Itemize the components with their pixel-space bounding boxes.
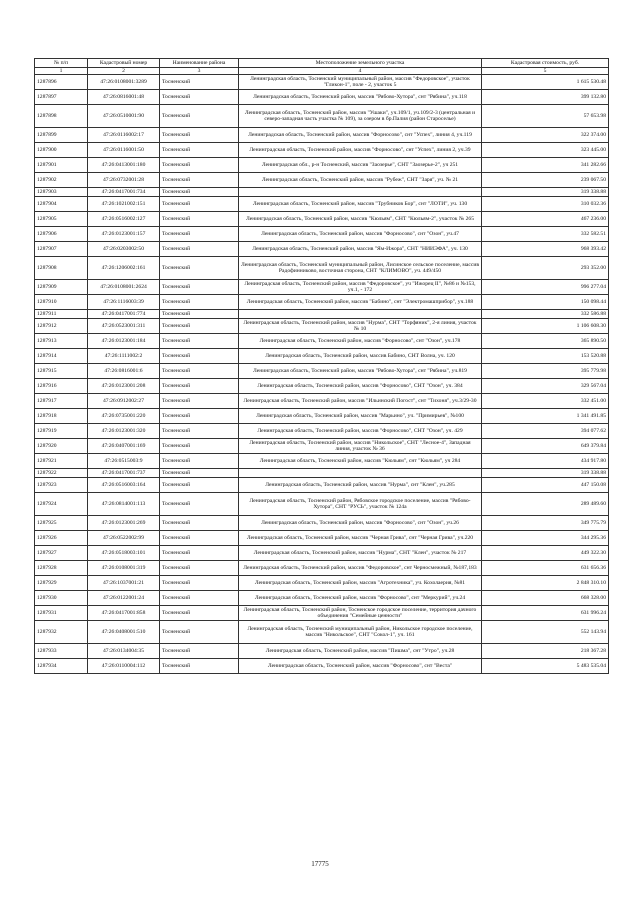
location: Ленинградская область, Тосненский район, массив "Рубеж", СНТ "Заря", уч. № 21 (239, 173, 482, 188)
table-row (35, 561, 609, 576)
cadastral-number: 47:26:0123001:269 (88, 516, 160, 531)
location: Ленинградская обл., р-н Тосненский, массив "Заозерье", СНТ "Заозерье-2", уч 251 (239, 158, 482, 173)
cadastral-number: 47:26:0417001:858 (88, 606, 160, 621)
table-row (35, 212, 609, 227)
cadastral-number: 47:26:1111002:2 (88, 349, 160, 364)
cadastral-number: 47:26:0408001:510 (88, 621, 160, 644)
cadastral-value: 310 032.36 (482, 197, 609, 212)
row-number: 1287913 (35, 334, 88, 349)
row-number: 1287931 (35, 606, 88, 621)
row-number: 1287907 (35, 242, 88, 257)
table-row (35, 257, 609, 280)
cadastral-number: 47:26:1021002:151 (88, 197, 160, 212)
cadastral-value: 5 483 535.04 (482, 659, 609, 674)
column-number: 5 (482, 68, 609, 75)
table-row (35, 659, 609, 674)
cadastral-value: 1 106 608.30 (482, 319, 609, 334)
cadastral-number: 47:26:0108001:2624 (88, 280, 160, 295)
row-number: 1287912 (35, 319, 88, 334)
table-row (35, 242, 609, 257)
table-row (35, 319, 609, 334)
cadastral-number: 47:26:0518003:101 (88, 546, 160, 561)
cadastral-number: 47:26:0203002:50 (88, 242, 160, 257)
row-number: 1287922 (35, 469, 88, 478)
cadastral-number: 47:26:0123001:208 (88, 379, 160, 394)
table-row (35, 197, 609, 212)
location: Ленинградская область, Тосненский район, массив "Рябово-Хутора", снт "Рябина", уч.819 (239, 364, 482, 379)
district-name: Тосненский (160, 105, 239, 128)
header-cadastral-value: Кадастровая стоимость, руб. (482, 59, 609, 68)
district-name: Тосненский (160, 591, 239, 606)
cadastral-value: 319 338.88 (482, 469, 609, 478)
table-row (35, 546, 609, 561)
column-number-row (35, 68, 609, 75)
cadastral-number: 47:26:0417001:734 (88, 188, 160, 197)
cadastral-value: 395 779.98 (482, 364, 609, 379)
cadastral-value: 341 282.66 (482, 158, 609, 173)
location: Ленинградская область, Тосненский район, массив "Ям-Ижора", СНТ "НИИЭФА", уч. 130 (239, 242, 482, 257)
table-row (35, 334, 609, 349)
cadastral-number: 47:26:0123001:320 (88, 424, 160, 439)
table-row (35, 606, 609, 621)
location: Ленинградская область, Тосненский район, массив "Нурма", снт "Клен", уч.285 (239, 478, 482, 493)
cadastral-value: 365 890.50 (482, 334, 609, 349)
location: Ленинградская область, Тосненский район, Рябовское городское поселение, массив "Рябово-Хутора", СНТ "РУСЬ", участок № 124а (239, 493, 482, 516)
cadastral-number: 47:26:0116002:17 (88, 128, 160, 143)
row-number: 1287923 (35, 478, 88, 493)
district-name: Тосненский (160, 143, 239, 158)
header-row (35, 59, 609, 68)
cadastral-number: 47:26:0516002:127 (88, 212, 160, 227)
table-row (35, 409, 609, 424)
table-row (35, 173, 609, 188)
row-number: 1287933 (35, 644, 88, 659)
table-row (35, 349, 609, 364)
row-number: 1287925 (35, 516, 88, 531)
table-row (35, 621, 609, 644)
row-number: 1287911 (35, 310, 88, 319)
column-number: 3 (160, 68, 239, 75)
district-name: Тосненский (160, 493, 239, 516)
location: Ленинградская область, Тосненский район, массив "Форносово", снт "Озон", уч.47 (239, 227, 482, 242)
cadastral-value: 344 295.36 (482, 531, 609, 546)
district-name: Тосненский (160, 128, 239, 143)
location: Ленинградская область, Тосненский район, массив "Федоровское", снт Черносмежный, №187,183 (239, 561, 482, 576)
district-name: Тосненский (160, 197, 239, 212)
cadastral-value: 332 451.00 (482, 394, 609, 409)
location: Ленинградская область, Тосненский район, массив "Черная Грива", снт "Черная Грива", уч.220 (239, 531, 482, 546)
row-number: 1287916 (35, 379, 88, 394)
district-name: Тосненский (160, 394, 239, 409)
cadastral-number: 47:26:1206002:161 (88, 257, 160, 280)
cadastral-number: 47:26:0123001:157 (88, 227, 160, 242)
cadastral-value: 996 277.04 (482, 280, 609, 295)
district-name: Тосненский (160, 531, 239, 546)
cadastral-number: 47:26:0516003:164 (88, 478, 160, 493)
row-number: 1287904 (35, 197, 88, 212)
cadastral-number: 47:26:0814001:113 (88, 493, 160, 516)
column-number: 1 (35, 68, 88, 75)
row-number: 1287902 (35, 173, 88, 188)
cadastral-number: 47:26:0732001:28 (88, 173, 160, 188)
cadastral-number: 47:26:0417001:737 (88, 469, 160, 478)
table-row (35, 424, 609, 439)
row-number: 1287900 (35, 143, 88, 158)
district-name: Тосненский (160, 454, 239, 469)
row-number: 1287932 (35, 621, 88, 644)
location (239, 469, 482, 478)
table-row (35, 516, 609, 531)
header-district: Наименование района (160, 59, 239, 68)
cadastral-value: 218 367.28 (482, 644, 609, 659)
district-name: Тосненский (160, 561, 239, 576)
table-row (35, 591, 609, 606)
row-number: 1287915 (35, 364, 88, 379)
cadastral-number: 47:26:0108001:319 (88, 561, 160, 576)
district-name: Тосненский (160, 546, 239, 561)
cadastral-number: 47:26:0816001:6 (88, 364, 160, 379)
location: Ленинградская область, Тосненский район, массив "Кюльям", СНТ "Кюльям-2", участок № 265 (239, 212, 482, 227)
cadastral-value: 631 996.24 (482, 606, 609, 621)
cadastral-value: 1 615 530.48 (482, 75, 609, 90)
location: Ленинградская область, Тосненский район, массив "Ушаки", уч.109/1, уч.109/2-3 (центральная и северо-западная часть участка № 109), за озером в бр.Палия (район Староселье) (239, 105, 482, 128)
header-location: Местоположение земельного участка (239, 59, 482, 68)
row-number: 1287914 (35, 349, 88, 364)
cadastral-value: 2 848 310.10 (482, 576, 609, 591)
row-number: 1287906 (35, 227, 88, 242)
row-number: 1287921 (35, 454, 88, 469)
table-row (35, 280, 609, 295)
cadastral-number: 47:26:0110004:112 (88, 659, 160, 674)
row-number: 1287927 (35, 546, 88, 561)
cadastral-value: 319 338.88 (482, 188, 609, 197)
table-row (35, 478, 609, 493)
cadastral-value: 293 352.00 (482, 257, 609, 280)
district-name: Тосненский (160, 424, 239, 439)
row-number: 1287919 (35, 424, 88, 439)
district-name: Тосненский (160, 310, 239, 319)
district-name: Тосненский (160, 90, 239, 105)
location: Ленинградская область, Тосненский район, массив "Бабино", снт "Электромашприбор", уч.188 (239, 295, 482, 310)
cadastral-value: 447 150.08 (482, 478, 609, 493)
cadastral-number: 47:26:0108001:3289 (88, 75, 160, 90)
table-row (35, 644, 609, 659)
district-name: Тосненский (160, 516, 239, 531)
cadastral-value: 467 236.00 (482, 212, 609, 227)
district-name: Тосненский (160, 212, 239, 227)
district-name: Тосненский (160, 227, 239, 242)
row-number: 1287903 (35, 188, 88, 197)
district-name: Тосненский (160, 242, 239, 257)
table-row (35, 227, 609, 242)
location: Ленинградская область, Тосненский район, массив "Агротехника", уч. Кохолаерия, №81 (239, 576, 482, 591)
location: Ленинградская область, Тосненский район, массив "Кюльям", снт "Кюльям", уч 284 (239, 454, 482, 469)
cadastral-number: 47:26:0116001:50 (88, 143, 160, 158)
cadastral-value: 399 132.80 (482, 90, 609, 105)
location: Ленинградская область, Тосненский район, массив "Форносово", СНТ "Озон", уч. 429 (239, 424, 482, 439)
district-name: Тосненский (160, 379, 239, 394)
location: Ленинградская область, Тосненский район, массив "Федоровское", уч "Ижорец II", №86 и №153, уч.1, - 172 (239, 280, 482, 295)
cadastral-number: 47:26:0912002:27 (88, 394, 160, 409)
cadastral-value: 349 775.79 (482, 516, 609, 531)
cadastral-number: 47:26:0816001:48 (88, 90, 160, 105)
row-number: 1287920 (35, 439, 88, 454)
table-row (35, 454, 609, 469)
header-cadastral-number: Кадастровый номер (88, 59, 160, 68)
cadastral-number: 47:26:0523001:311 (88, 319, 160, 334)
cadastral-value: 434 917.80 (482, 454, 609, 469)
table-row (35, 90, 609, 105)
cadastral-value: 449 322.30 (482, 546, 609, 561)
cadastral-number: 47:26:0510001:90 (88, 105, 160, 128)
district-name: Тосненский (160, 439, 239, 454)
table-row (35, 75, 609, 90)
row-number: 1287909 (35, 280, 88, 295)
table-row (35, 310, 609, 319)
location: Ленинградская область, Тосненский район, массив Бабино, СНТ Волна, уч. 120 (239, 349, 482, 364)
district-name: Тосненский (160, 469, 239, 478)
cadastral-number: 47:26:0413001:180 (88, 158, 160, 173)
district-name: Тосненский (160, 257, 239, 280)
cadastral-number: 47:26:0515003:9 (88, 454, 160, 469)
cadastral-value: 332 582.51 (482, 227, 609, 242)
row-number: 1287901 (35, 158, 88, 173)
cadastral-number: 47:26:1037001:21 (88, 576, 160, 591)
district-name: Тосненский (160, 295, 239, 310)
district-name: Тосненский (160, 659, 239, 674)
district-name: Тосненский (160, 173, 239, 188)
district-name: Тосненский (160, 334, 239, 349)
cadastral-table-page (34, 58, 608, 674)
district-name: Тосненский (160, 158, 239, 173)
location (239, 188, 482, 197)
cadastral-number: 47:26:0407001:169 (88, 439, 160, 454)
district-name: Тосненский (160, 576, 239, 591)
page-number: 17775 (311, 860, 329, 868)
district-name: Тосненский (160, 364, 239, 379)
district-name: Тосненский (160, 478, 239, 493)
location: Ленинградская область, Тосненский район, Тосненское городское поселение, территория дачного объединения "Семейные ценности" (239, 606, 482, 621)
row-number: 1287898 (35, 105, 88, 128)
location: Ленинградская область, Тосненский район, массив "Форносово", снт "Успех", линия 2, уч.39 (239, 143, 482, 158)
location: Ленинградская область, Тосненский муниципальный район, Лисинское сельское поселение, массив Радофинниково, восточная сторона, СНТ "КЛИМОВО", уч. 449/450 (239, 257, 482, 280)
row-number: 1287899 (35, 128, 88, 143)
header-number: № п/п (35, 59, 88, 68)
table-row (35, 128, 609, 143)
table-row (35, 143, 609, 158)
row-number: 1287905 (35, 212, 88, 227)
row-number: 1287929 (35, 576, 88, 591)
location: Ленинградская область, Тосненский район, массив "Марьино", уч. "Примирьев", №100 (239, 409, 482, 424)
cadastral-number: 47:26:0123001:184 (88, 334, 160, 349)
cadastral-value: 968 393.42 (482, 242, 609, 257)
location: Ленинградская область, Тосненский район, массив "Форносово", снт "Озон", уч.26 (239, 516, 482, 531)
district-name: Тосненский (160, 75, 239, 90)
location: Ленинградская область, Тосненский район, массив "Рябово-Хутора", снт "Рябина", уч.118 (239, 90, 482, 105)
location: Ленинградская область, Тосненский район, массив "Нурма", СНТ "Торфяник", 2-я линия, участок № 10 (239, 319, 482, 334)
cadastral-value: 289 489.60 (482, 493, 609, 516)
district-name: Тосненский (160, 409, 239, 424)
location: Ленинградская область, Тосненский район, массив "Трубников Бор", снт "ЛОТИ", уч. 130 (239, 197, 482, 212)
location: Ленинградская область, Тосненский район, массив "Пишма", снт "Утро", уч.28 (239, 644, 482, 659)
cadastral-value: 649 379.84 (482, 439, 609, 454)
district-name: Тосненский (160, 644, 239, 659)
location: Ленинградская область, Тосненский район, массив "Форносово", снт "Меркурий", уч.24 (239, 591, 482, 606)
location: Ленинградская область, Тосненский муниципальный район, массив "Федоровское", участок "Гликон-1", поле - 2, участок 5 (239, 75, 482, 90)
cadastral-value: 150 098.44 (482, 295, 609, 310)
cadastral-value: 153 520.88 (482, 349, 609, 364)
row-number: 1287896 (35, 75, 88, 90)
location: Ленинградская область, Тосненский район, массив "Форносово", снт "Озон", уч.178 (239, 334, 482, 349)
row-number: 1287924 (35, 493, 88, 516)
cadastral-value: 329 567.04 (482, 379, 609, 394)
table-row (35, 493, 609, 516)
location: Ленинградская область, Тосненский муниципальный район, Никольское городское поселение, массив "Никольское", СНТ "Сокол-1", уч. 161 (239, 621, 482, 644)
location (239, 310, 482, 319)
table-row (35, 105, 609, 128)
location: Ленинградская область, Тосненский район, массив "Форносово", снт "Веста" (239, 659, 482, 674)
table-row (35, 188, 609, 197)
row-number: 1287934 (35, 659, 88, 674)
cadastral-value: 239 067.50 (482, 173, 609, 188)
table-row (35, 469, 609, 478)
row-number: 1287918 (35, 409, 88, 424)
district-name: Тосненский (160, 349, 239, 364)
row-number: 1287928 (35, 561, 88, 576)
cadastral-number: 47:26:0134004:35 (88, 644, 160, 659)
cadastral-value: 1 341 491.85 (482, 409, 609, 424)
row-number: 1287917 (35, 394, 88, 409)
table-row (35, 394, 609, 409)
cadastral-value: 668 328.00 (482, 591, 609, 606)
district-name: Тосненский (160, 280, 239, 295)
table-row (35, 576, 609, 591)
table-row (35, 364, 609, 379)
table-row (35, 379, 609, 394)
location: Ленинградская область, Тосненский район, массив "Ильинский Погост", снт "Тихоня", уч.3/29-30 (239, 394, 482, 409)
cadastral-value-table (34, 58, 609, 674)
column-number: 4 (239, 68, 482, 75)
row-number: 1287910 (35, 295, 88, 310)
row-number: 1287897 (35, 90, 88, 105)
cadastral-value: 332 586.88 (482, 310, 609, 319)
location: Ленинградская область, Тосненский район, массив "Нурма", СНТ "Клен", участок № 217 (239, 546, 482, 561)
cadastral-number: 47:26:1116003:39 (88, 295, 160, 310)
row-number: 1287908 (35, 257, 88, 280)
cadastral-value: 394 077.62 (482, 424, 609, 439)
location: Ленинградская область, Тосненский район, массив "Никольское", СНТ "Лесное-4", Западная линия, участок № 36 (239, 439, 482, 454)
location: Ленинградская область, Тосненский район, массив "Форносово", снт "Успех", линия 4, уч.119 (239, 128, 482, 143)
row-number: 1287926 (35, 531, 88, 546)
district-name: Тосненский (160, 319, 239, 334)
cadastral-value: 631 656.36 (482, 561, 609, 576)
cadastral-number: 47:26:0735001:220 (88, 409, 160, 424)
district-name: Тосненский (160, 621, 239, 644)
cadastral-number: 47:26:0522002:99 (88, 531, 160, 546)
cadastral-number: 47:26:0122001:24 (88, 591, 160, 606)
column-number: 2 (88, 68, 160, 75)
table-row (35, 158, 609, 173)
row-number: 1287930 (35, 591, 88, 606)
cadastral-value: 57 653.98 (482, 105, 609, 128)
district-name: Тосненский (160, 188, 239, 197)
table-row (35, 531, 609, 546)
cadastral-number: 47:26:0417001:774 (88, 310, 160, 319)
table-row (35, 439, 609, 454)
cadastral-value: 322 374.00 (482, 128, 609, 143)
location: Ленинградская область, Тосненский район, массив "Форносово", СНТ "Озон", уч. 384 (239, 379, 482, 394)
cadastral-value: 552 143.94 (482, 621, 609, 644)
cadastral-value: 323 445.00 (482, 143, 609, 158)
table-row (35, 295, 609, 310)
district-name: Тосненский (160, 606, 239, 621)
